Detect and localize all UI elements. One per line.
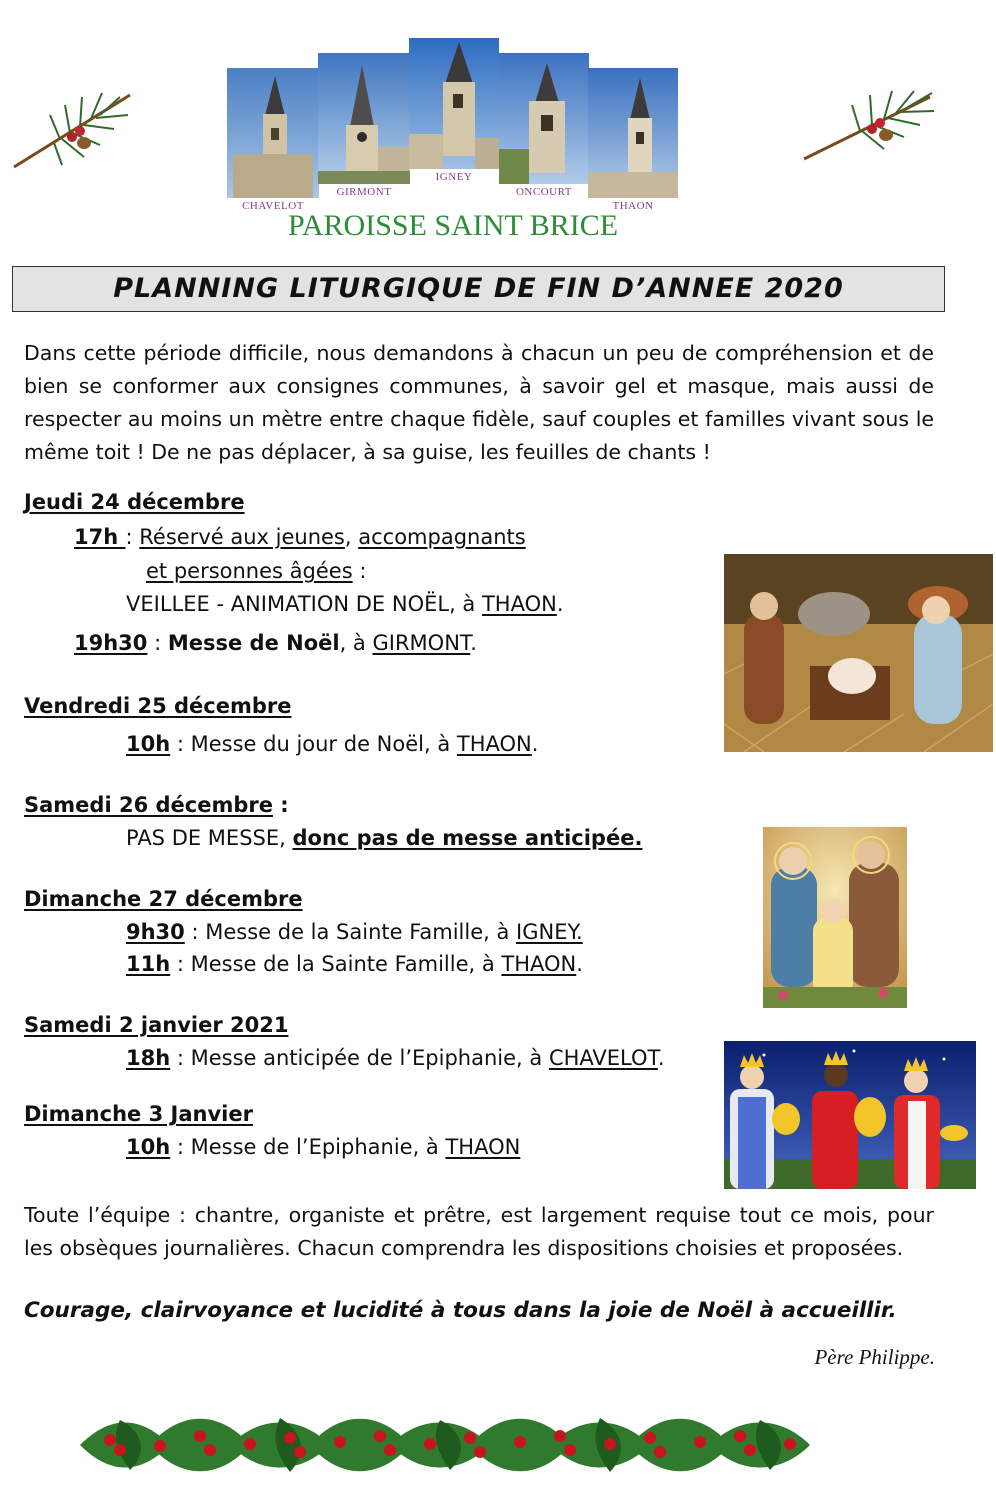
separator: : bbox=[125, 525, 140, 549]
title-box bbox=[12, 266, 945, 312]
separator: . bbox=[576, 952, 583, 976]
event-time: 17h bbox=[74, 525, 126, 549]
church-photo-igney bbox=[409, 38, 499, 169]
event-description: VEILLEE - ANIMATION DE NOËL, à bbox=[126, 592, 482, 616]
pine-branch-right-icon bbox=[800, 85, 940, 165]
church-photo-girmont bbox=[318, 53, 410, 184]
event-27-11h bbox=[126, 952, 583, 976]
event-time: 19h30 bbox=[74, 631, 148, 655]
event-3-10h bbox=[126, 1135, 520, 1159]
event-19h30 bbox=[74, 631, 477, 655]
event-place: CHAVELOT bbox=[548, 1046, 658, 1070]
day-heading-samedi-2: Samedi 2 janvier 2021 bbox=[24, 1013, 289, 1037]
day-heading-dimanche-3: Dimanche 3 Janvier bbox=[24, 1102, 253, 1126]
event-17h-detail bbox=[126, 592, 564, 616]
separator: : bbox=[352, 559, 367, 583]
holly-garland-icon bbox=[80, 1400, 830, 1490]
event-place: GIRMONT bbox=[372, 631, 471, 655]
closing-message: Courage, clairvoyance et lucidité à tous dans la joie de Noël à accueillir. bbox=[24, 1298, 897, 1323]
event-25-10h bbox=[126, 732, 538, 756]
separator: , bbox=[344, 525, 359, 549]
event-audience: et personnes âgées bbox=[146, 559, 353, 583]
day-label: Samedi 26 décembre bbox=[24, 793, 273, 817]
day-heading-vendredi-25: Vendredi 25 décembre bbox=[24, 694, 292, 718]
church-label-oncourt: ONCOURT bbox=[515, 186, 572, 198]
separator: : bbox=[272, 793, 289, 817]
event-time: 10h bbox=[126, 1135, 171, 1159]
church-label-igney: IGNEY bbox=[435, 171, 473, 183]
signature: Père Philippe. bbox=[814, 1345, 935, 1369]
separator: . bbox=[470, 631, 477, 655]
three-kings-picture bbox=[724, 1041, 976, 1189]
separator: . bbox=[531, 732, 539, 756]
event-26-none bbox=[126, 826, 642, 850]
event-17h-audience-cont bbox=[146, 559, 366, 583]
day-heading-samedi-26 bbox=[24, 793, 289, 817]
church-label-thaon: THAON bbox=[612, 200, 654, 212]
separator: : bbox=[147, 631, 168, 655]
pine-branch-left-icon bbox=[10, 85, 140, 175]
church-photo-chavelot bbox=[227, 68, 319, 198]
event-label: Messe de Noël bbox=[167, 631, 340, 655]
holy-family-picture bbox=[763, 827, 907, 1008]
separator: , à bbox=[339, 631, 373, 655]
day-heading-jeudi-24: Jeudi 24 décembre bbox=[24, 490, 245, 514]
event-time: 10h bbox=[126, 732, 171, 756]
nativity-photo bbox=[724, 554, 993, 752]
event-description: PAS DE MESSE, bbox=[126, 826, 293, 850]
event-description: : Messe du jour de Noël, à bbox=[170, 732, 457, 756]
event-time: 9h30 bbox=[126, 920, 185, 944]
event-place: THAON bbox=[501, 952, 577, 976]
event-27-9h30 bbox=[126, 920, 583, 944]
outro-paragraph: Toute l’équipe : chantre, organiste et prêtre, est largement requise tout ce mois, pour les obsèques journalières. Chacun comprendra les dispositions choisies et proposées. bbox=[24, 1203, 934, 1260]
event-place: THAON bbox=[456, 732, 532, 756]
event-description: : Messe anticipée de l’Epiphanie, à bbox=[170, 1046, 549, 1070]
event-description: : Messe de l’Epiphanie, à bbox=[170, 1135, 446, 1159]
church-photo-oncourt bbox=[499, 53, 589, 184]
intro-paragraph: Dans cette période difficile, nous demandons à chacun un peu de compréhension et de bien se conformer aux consignes communes, à savoir gel et masque, mais aussi de respecter au moins un mètre entre chaque fidèle, sauf couples et familles vivant sous le même toit ! De ne pas déplacer, à sa guise, les feuilles de chants ! bbox=[24, 341, 934, 464]
event-description: : Messe de la Sainte Famille, à bbox=[184, 920, 517, 944]
event-audience: Réservé aux jeunes bbox=[139, 525, 345, 549]
page-title: PLANNING LITURGIQUE DE FIN D’ANNEE 2020 bbox=[113, 273, 844, 304]
event-place: THAON bbox=[445, 1135, 521, 1159]
event-audience: accompagnants bbox=[358, 525, 526, 549]
event-description: : Messe de la Sainte Famille, à bbox=[170, 952, 502, 976]
parish-name: PAROISSE SAINT BRICE bbox=[287, 209, 619, 242]
event-place: THAON bbox=[481, 592, 557, 616]
church-label-girmont: GIRMONT bbox=[336, 186, 392, 198]
event-time: 11h bbox=[126, 952, 171, 976]
separator: . bbox=[556, 592, 564, 616]
event-2-18h bbox=[126, 1046, 665, 1070]
event-17h bbox=[74, 525, 526, 549]
event-emphasis: donc pas de messe anticipée. bbox=[292, 826, 643, 850]
separator: . bbox=[657, 1046, 665, 1070]
event-place: IGNEY. bbox=[516, 920, 583, 944]
church-label-chavelot: CHAVELOT bbox=[242, 200, 304, 212]
day-heading-dimanche-27: Dimanche 27 décembre bbox=[24, 887, 303, 911]
event-time: 18h bbox=[126, 1046, 171, 1070]
church-photo-thaon bbox=[588, 68, 678, 198]
